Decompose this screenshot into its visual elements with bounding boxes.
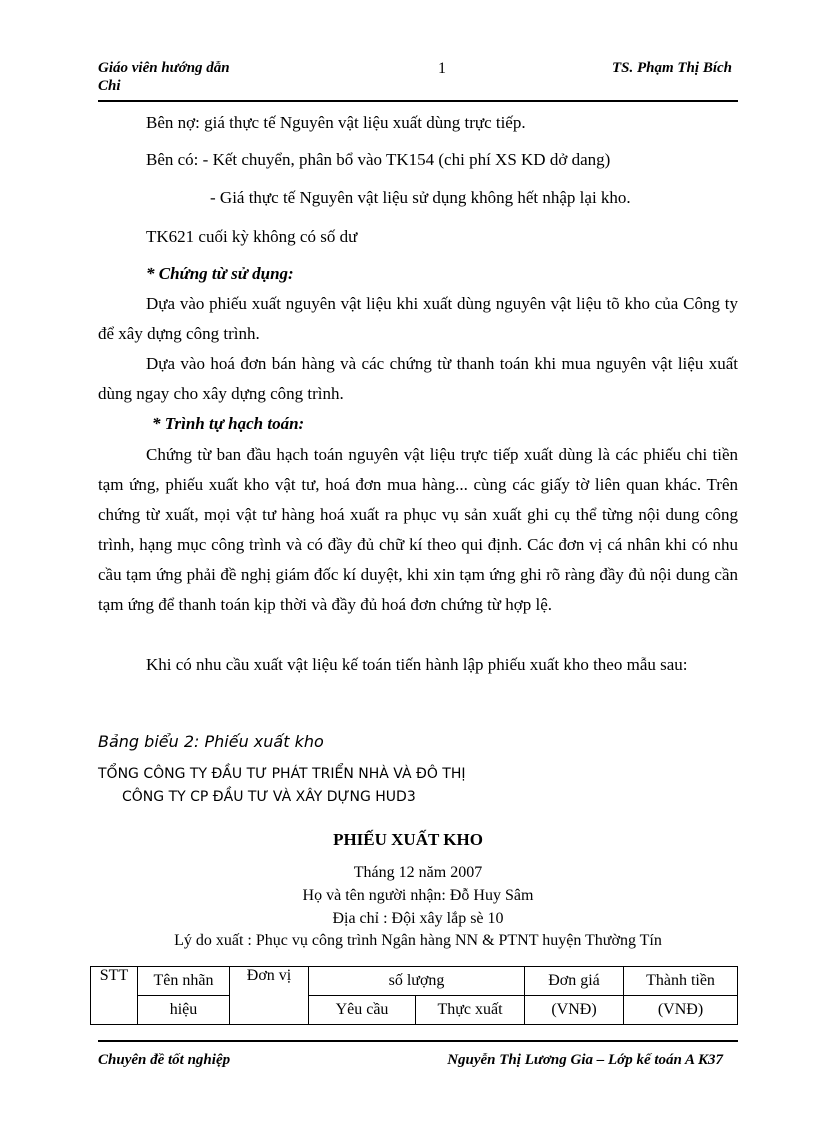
paragraph-2: Dựa vào hoá đơn bán hàng và các chứng từ thanh toán khi mua nguyên vật liệu xuất dùng ngay cho xây dựng công trình. — [98, 354, 738, 403]
col-don-gia-2: (VNĐ) — [525, 996, 624, 1025]
ben-no-line: Bên nợ: giá thực tế Nguyên vật liệu xuất dùng trực tiếp. — [146, 113, 526, 132]
ben-co-line-2: - Giá thực tế Nguyên vật liệu sử dụng không hết nhập lại kho. — [210, 188, 631, 207]
slip-reason: Lý do xuất : Phục vụ công trình Ngân hàng NN & PTNT huyện Thường Tín — [174, 932, 662, 949]
col-stt: STT — [91, 967, 138, 1025]
col-don-gia-1: Đơn giá — [525, 967, 624, 996]
slip-title: PHIẾU XUẤT KHO — [333, 830, 483, 849]
col-yeu-cau: Yêu cầu — [309, 996, 416, 1025]
col-thanh-tien-2: (VNĐ) — [624, 996, 738, 1025]
header-left-line1: Giáo viên hướng dẫn — [98, 60, 230, 76]
header-rule — [98, 100, 738, 102]
col-ten-nhan-1: Tên nhãn — [138, 967, 230, 996]
company-line-2: CÔNG TY CP ĐẦU TƯ VÀ XÂY DỰNG HUD3 — [122, 789, 416, 805]
slip-table — [90, 966, 738, 1025]
header-right: TS. Phạm Thị Bích — [611, 60, 732, 76]
paragraph-1: Dựa vào phiếu xuất nguyên vật liệu khi xuất dùng nguyên vật liệu tõ kho của Công ty để xây dựng công trình. — [98, 294, 738, 343]
col-ten-nhan-2: hiệu — [138, 996, 230, 1025]
footer-right: Nguyễn Thị Lương Gia – Lớp kế toán A K37 — [447, 1052, 723, 1068]
slip-receiver: Họ và tên người nhận: Đỗ Huy Sâm — [302, 887, 534, 904]
table-caption: Bảng biểu 2: Phiếu xuất kho — [98, 732, 324, 751]
heading-trinh-tu: * Trình tự hạch toán: — [152, 414, 305, 433]
heading-chung-tu: * Chứng từ sử dụng: — [146, 264, 294, 283]
slip-month: Tháng 12 năm 2007 — [353, 864, 483, 881]
header-left-line2: Chi — [98, 78, 121, 94]
col-thuc-xuat: Thực xuất — [416, 996, 525, 1025]
ben-co-line-1: Bên có: - Kết chuyển, phân bổ vào TK154 (chi phí XS KD dở dang) — [146, 150, 611, 169]
paragraph-3: Chứng từ ban đầu hạch toán nguyên vật liệu trực tiếp xuất dùng là các phiếu chi tiền tạm ứng, phiếu xuất kho vật tư, hoá đơn mua hàng... cùng các giấy tờ liên quan khác. Trên chứng từ xuất, mọi vật tư hàng hoá xuất ra phục vụ sản xuất ghi cụ thể từng nội dung công trình, hạng mục công trình và có đầy đủ chữ kí theo qui định. Các đơn vị cá nhân khi có nhu cầu tạm ứng phải đề nghị giám đốc kí duyệt, khi xin tạm ứng ghi rõ ràng đầy đủ nội dung cần tạm ứng để thanh toán kịp thời và đầy đủ hoá đơn chứng từ hợp lệ. — [98, 445, 738, 614]
col-thanh-tien-1: Thành tiền — [624, 967, 738, 996]
col-so-luong: số lượng — [309, 967, 525, 996]
page-number: 1 — [438, 60, 446, 77]
col-don-vi: Đơn vị — [230, 967, 309, 1025]
footer-left: Chuyên đề tốt nghiệp — [98, 1052, 231, 1068]
paragraph-4: Khi có nhu cầu xuất vật liệu kế toán tiến hành lập phiếu xuất kho theo mẫu sau: — [146, 655, 688, 674]
slip-address: Địa chỉ : Đội xây lắp sè 10 — [332, 910, 504, 927]
tk621-line: TK621 cuối kỳ không có số dư — [146, 227, 358, 246]
company-line-1: TỔNG CÔNG TY ĐẦU TƯ PHÁT TRIỂN NHÀ VÀ ĐÔ THỊ — [98, 766, 466, 782]
footer-rule — [98, 1040, 738, 1042]
